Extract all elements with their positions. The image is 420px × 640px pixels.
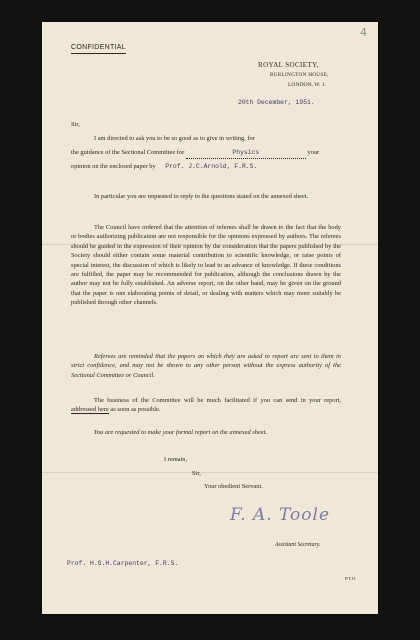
intro-line-2-suffix: your xyxy=(307,149,320,156)
confidential-label: CONFIDENTIAL xyxy=(71,44,126,54)
recipient: Prof. H.G.H.Carpenter, F.R.S. xyxy=(67,560,179,567)
paragraph-business xyxy=(71,396,341,415)
intro-line-3 xyxy=(71,163,257,172)
salutation: Sir, xyxy=(71,121,80,128)
address-line-1: BURLINGTON HOUSE, xyxy=(270,72,329,78)
committee-field xyxy=(186,149,306,159)
intro-line-1: I am directed to ask you to be so good as to give in writing, for xyxy=(94,135,255,142)
signatory-title: Assistant Secretary. xyxy=(275,542,321,548)
paragraph-formal-report: You are requested to make your formal report on the annexed sheet. xyxy=(94,429,267,436)
signature: F. A. Toole xyxy=(230,505,331,525)
address-line-2: LONDON, W. 1. xyxy=(288,82,327,88)
committee-value: Physics xyxy=(232,149,260,156)
letter-sheet xyxy=(42,22,378,614)
org-name: ROYAL SOCIETY, xyxy=(258,61,319,69)
intro-line-3-prefix: opinion on the enclosed paper by xyxy=(71,163,156,170)
intro-line-2-prefix: the guidance of the Sectional Committee for xyxy=(71,149,185,156)
paragraph-council: The Council have ordered that the attention of referees shall be drawn to the fact that the body or bodies authorizing publication are not responsible for the opinions expressed by authors. The referees should be guided in the expression of their opinion by the consideration that the papers published by the Society should either contain some material contribution to scientific knowledge, or raise points of special interest, the discussion of which is likely to lead to an advance of knowledge. If these conditions are fulfilled, the paper may be recommended for publication, although the conclusions drawn by the author may not be fully established. An adverse report, on the other hand, may be given on the ground that the paper is one elaborating points of detail, or dealing with matters which may more suitably be published through other channels. xyxy=(71,224,341,307)
closing-servant: Your obedient Servant. xyxy=(204,483,263,490)
fold-line xyxy=(42,472,378,473)
paragraph-reminder: Referees are reminded that the papers on which they are asked to report are sent to them in strict confidence, and may not be shown to any other person without the express authority of the Sectional Committee or Council. xyxy=(71,353,341,379)
paragraph-questions: In particular you are requested to reply to the questions stated on the annexed sheet. xyxy=(94,193,309,200)
author-value: Prof. J.C.Arnold, F.R.S. xyxy=(165,163,258,170)
closing-sir: Sir, xyxy=(192,470,201,477)
letter-date: 20th December, 1951. xyxy=(238,99,315,106)
closing-remain: I remain, xyxy=(164,456,188,463)
intro-line-2 xyxy=(71,149,319,159)
addressed-here-text: addressed here xyxy=(71,406,109,414)
business-text-b: as soon as possible. xyxy=(110,406,161,414)
pto-note: P.T.O. xyxy=(345,576,357,581)
business-text-a: The business of the Committee will be much facilitated if you can send in your report, xyxy=(94,397,341,404)
page-number-mark: 4 xyxy=(360,26,367,39)
